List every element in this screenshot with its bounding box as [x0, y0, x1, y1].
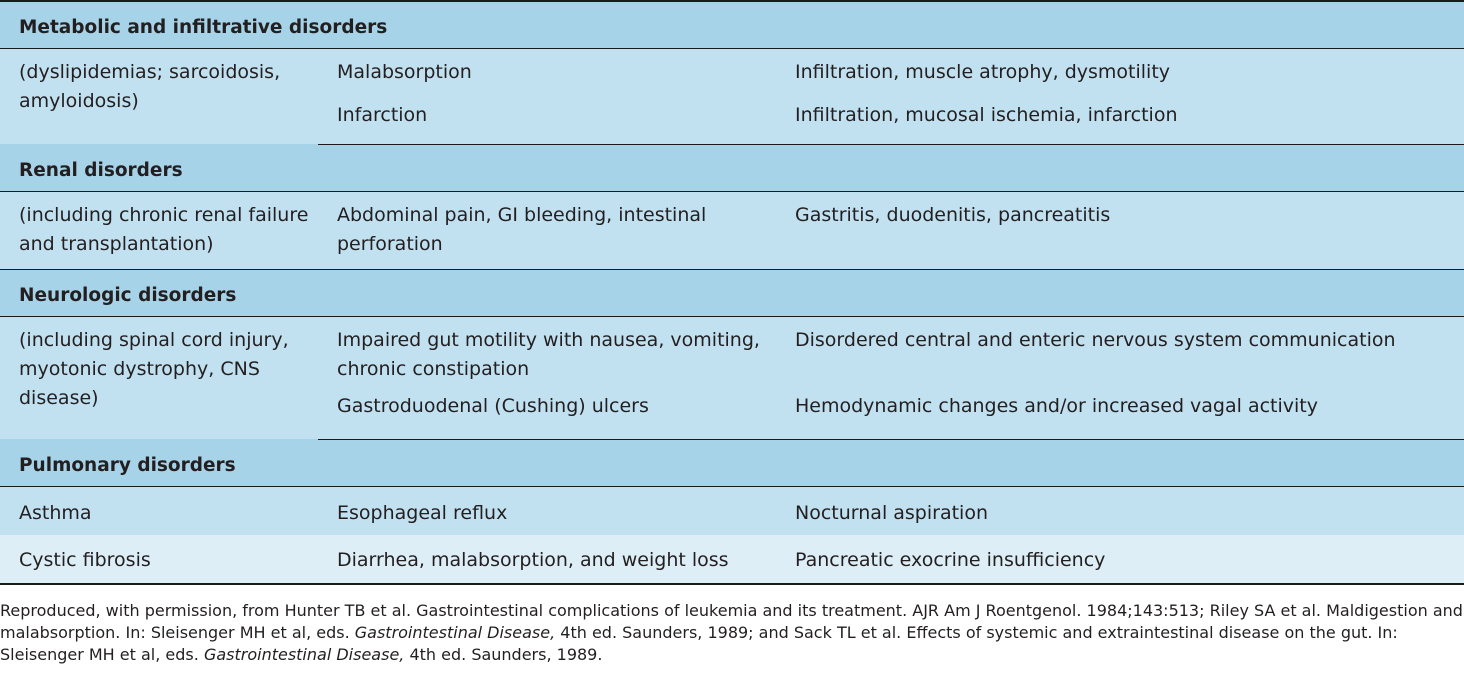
footnote-text: Reproduced, with permission, from Hunter TB et al. Gastrointestinal complications of leukemia and its treatment. AJR Am J Roentgenol. 1984;143:513; Riley SA et al. Maldigestion and malabsorption. In: Sleisenger MH et al, eds. [0, 601, 1463, 642]
section-heading: Neurologic disorders [0, 269, 1464, 316]
manifestation-cell: Abdominal pain, GI bleeding, intestinal perforation [318, 191, 776, 269]
section-heading: Renal disorders [0, 144, 1464, 191]
disorder-cell: Asthma [0, 486, 318, 535]
mechanism-cell: Gastritis, duodenitis, pancreatitis [776, 191, 1464, 269]
mechanism-cell: Infiltration, muscle atrophy, dysmotility [776, 48, 1464, 94]
table-row [0, 191, 1464, 269]
table-row [0, 48, 1464, 94]
disorder-cell: (including chronic renal failure and transplantation) [0, 191, 318, 269]
table-row [0, 316, 1464, 391]
section-header-neurologic [0, 269, 1464, 316]
table-row [0, 486, 1464, 535]
footnote-text: 4th ed. Saunders, 1989. [404, 645, 603, 664]
manifestation-cell: Impaired gut motility with nausea, vomiting, chronic constipation [318, 316, 776, 391]
section-header-pulmonary [0, 439, 1464, 486]
footnote-book-title: Gastrointestinal Disease, [203, 645, 405, 664]
footnote-book-title: Gastrointestinal Disease, [354, 623, 556, 642]
manifestation-cell: Malabsorption [318, 48, 776, 94]
footnote-text: 4th ed. Saunders, 1989; and Sack TL et al. Effects of systemic and extraintestinal disease on the gut. In: Sleisenger MH et al, eds. [0, 623, 1398, 664]
mechanism-cell: Disordered central and enteric nervous system communication [776, 316, 1464, 391]
manifestation-cell: Infarction [318, 94, 776, 144]
mechanism-cell: Pancreatic exocrine insufficiency [776, 535, 1464, 584]
manifestation-cell: Gastroduodenal (Cushing) ulcers [318, 391, 776, 439]
mechanism-cell: Nocturnal aspiration [776, 486, 1464, 535]
manifestation-cell: Esophageal reflux [318, 486, 776, 535]
disorder-cell: Cystic fibrosis [0, 535, 318, 584]
mechanism-cell: Hemodynamic changes and/or increased vagal activity [776, 391, 1464, 439]
mechanism-cell: Infiltration, mucosal ischemia, infarction [776, 94, 1464, 144]
section-heading: Pulmonary disorders [0, 439, 1464, 486]
manifestation-cell: Diarrhea, malabsorption, and weight loss [318, 535, 776, 584]
section-heading: Metabolic and infiltrative disorders [0, 1, 1464, 48]
section-header-metabolic [0, 1, 1464, 48]
table-row [0, 535, 1464, 584]
disorder-cell: (including spinal cord injury, myotonic dystrophy, CNS disease) [0, 316, 318, 439]
disorder-cell: (dyslipidemias; sarcoidosis, amyloidosis) [0, 48, 318, 144]
section-header-renal [0, 144, 1464, 191]
source-footnote [0, 600, 1464, 666]
